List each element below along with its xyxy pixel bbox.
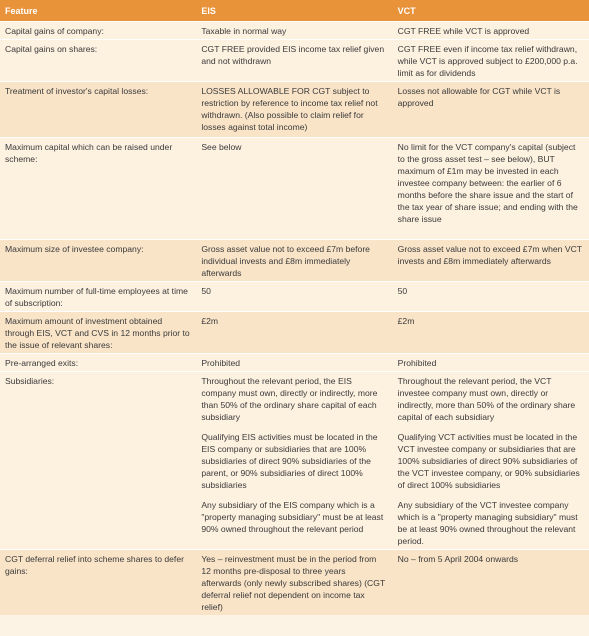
- eis-cell: Taxable in normal way: [196, 22, 392, 40]
- vct-cell: CGT FREE even if income tax relief withdrawn, while VCT is approved subject to £200,000 p.a. limit as for dividends: [393, 40, 589, 82]
- table-row: [0, 40, 589, 82]
- eis-cell: Prohibited: [196, 354, 392, 372]
- vct-cell: [393, 372, 589, 550]
- header-eis: EIS: [196, 0, 392, 22]
- eis-cell: [196, 372, 392, 550]
- table-row: [0, 354, 589, 372]
- table-row: [0, 282, 589, 312]
- vct-cell: No limit for the VCT company's capital (subject to the gross asset test – see below), BUT maximum of £1m may be invested in each investee company between: the earlier of 6 months before the share issue and the start of the tax year of share issue; and ending with the share issue: [393, 138, 589, 240]
- header-vct: VCT: [393, 0, 589, 22]
- feature-cell: Maximum size of investee company:: [0, 240, 196, 282]
- table-row: [0, 138, 589, 240]
- eis-subsidiaries-paragraph: Throughout the relevant period, the EIS company must own, directly or indirectly, more than 50% of the ordinary share capital of each subsidiary: [201, 376, 378, 422]
- feature-cell: Capital gains on shares:: [0, 40, 196, 82]
- eis-cell: £2m: [196, 312, 392, 354]
- table-row: [0, 22, 589, 40]
- feature-cell: Pre-arranged exits:: [0, 354, 196, 372]
- feature-cell: Maximum amount of investment obtained through EIS, VCT and CVS in 12 months prior to the issue of relevant shares:: [0, 312, 196, 354]
- eis-subsidiaries-paragraph: Qualifying EIS activities must be located in the EIS company or subsidiaries that are 100% subsidiaries of direct 90% subsidiaries of the parent, or 90% subsidiaries of direct 100% subsidiaries: [201, 432, 378, 490]
- feature-cell: Maximum capital which can be raised under scheme:: [0, 138, 196, 240]
- table-row-subsidiaries: [0, 372, 589, 550]
- feature-cell: Treatment of investor's capital losses:: [0, 82, 196, 138]
- vct-cell: CGT FREE while VCT is approved: [393, 22, 589, 40]
- eis-subsidiaries-paragraph: Any subsidiary of the EIS company which is a "property managing subsidiary" must be at least 90% owned throughout the relevant period: [201, 500, 384, 534]
- table-row: [0, 312, 589, 354]
- vct-cell: 50: [393, 282, 589, 312]
- feature-cell: Subsidiaries:: [0, 372, 196, 550]
- table-row: [0, 82, 589, 138]
- table-row: [0, 550, 589, 616]
- header-feature: Feature: [0, 0, 196, 22]
- vct-subsidiaries-paragraph: Qualifying VCT activities must be located in the VCT investee company or subsidiaries that are 100% subsidiaries of direct 90% subsidiaries of the VCT investee company, or 90% subsidiaries of direct 100% subsidiaries: [397, 432, 580, 490]
- eis-cell: 50: [196, 282, 392, 312]
- vct-cell: Prohibited: [393, 354, 589, 372]
- feature-cell: Capital gains of company:: [0, 22, 196, 40]
- vct-cell: Gross asset value not to exceed £7m when VCT invests and £8m immediately afterwards: [393, 240, 589, 282]
- eis-cell: CGT FREE provided EIS income tax relief given and not withdrawn: [196, 40, 392, 82]
- eis-cell: LOSSES ALLOWABLE FOR CGT subject to restriction by reference to income tax relief not withdrawn. (Also possible to claim relief for losses against total income): [196, 82, 392, 138]
- eis-cell: Gross asset value not to exceed £7m before individual invests and £8m immediately afterwards: [196, 240, 392, 282]
- vct-subsidiaries-paragraph: Throughout the relevant period, the VCT investee company must own, directly or indirectly, more than 50% of the ordinary share capital of each subsidiary: [397, 376, 576, 422]
- table-header-row: [0, 0, 589, 22]
- vct-cell: Losses not allowable for CGT while VCT is approved: [393, 82, 589, 138]
- eis-cell: Yes – reinvestment must be in the period from 12 months pre-disposal to three years afterwards (only newly subscribed shares) (CGT deferral relief not dependent on income tax relief): [196, 550, 392, 616]
- table-row: [0, 240, 589, 282]
- feature-cell: CGT deferral relief into scheme shares to defer gains:: [0, 550, 196, 616]
- feature-cell: Maximum number of full-time employees at time of subscription:: [0, 282, 196, 312]
- vct-cell: £2m: [393, 312, 589, 354]
- eis-cell: See below: [196, 138, 392, 240]
- vct-cell: No – from 5 April 2004 onwards: [393, 550, 589, 616]
- vct-subsidiaries-paragraph: Any subsidiary of the VCT investee company which is a "property managing subsidiary" must be at least 90% owned throughout the relevant period.: [397, 500, 578, 546]
